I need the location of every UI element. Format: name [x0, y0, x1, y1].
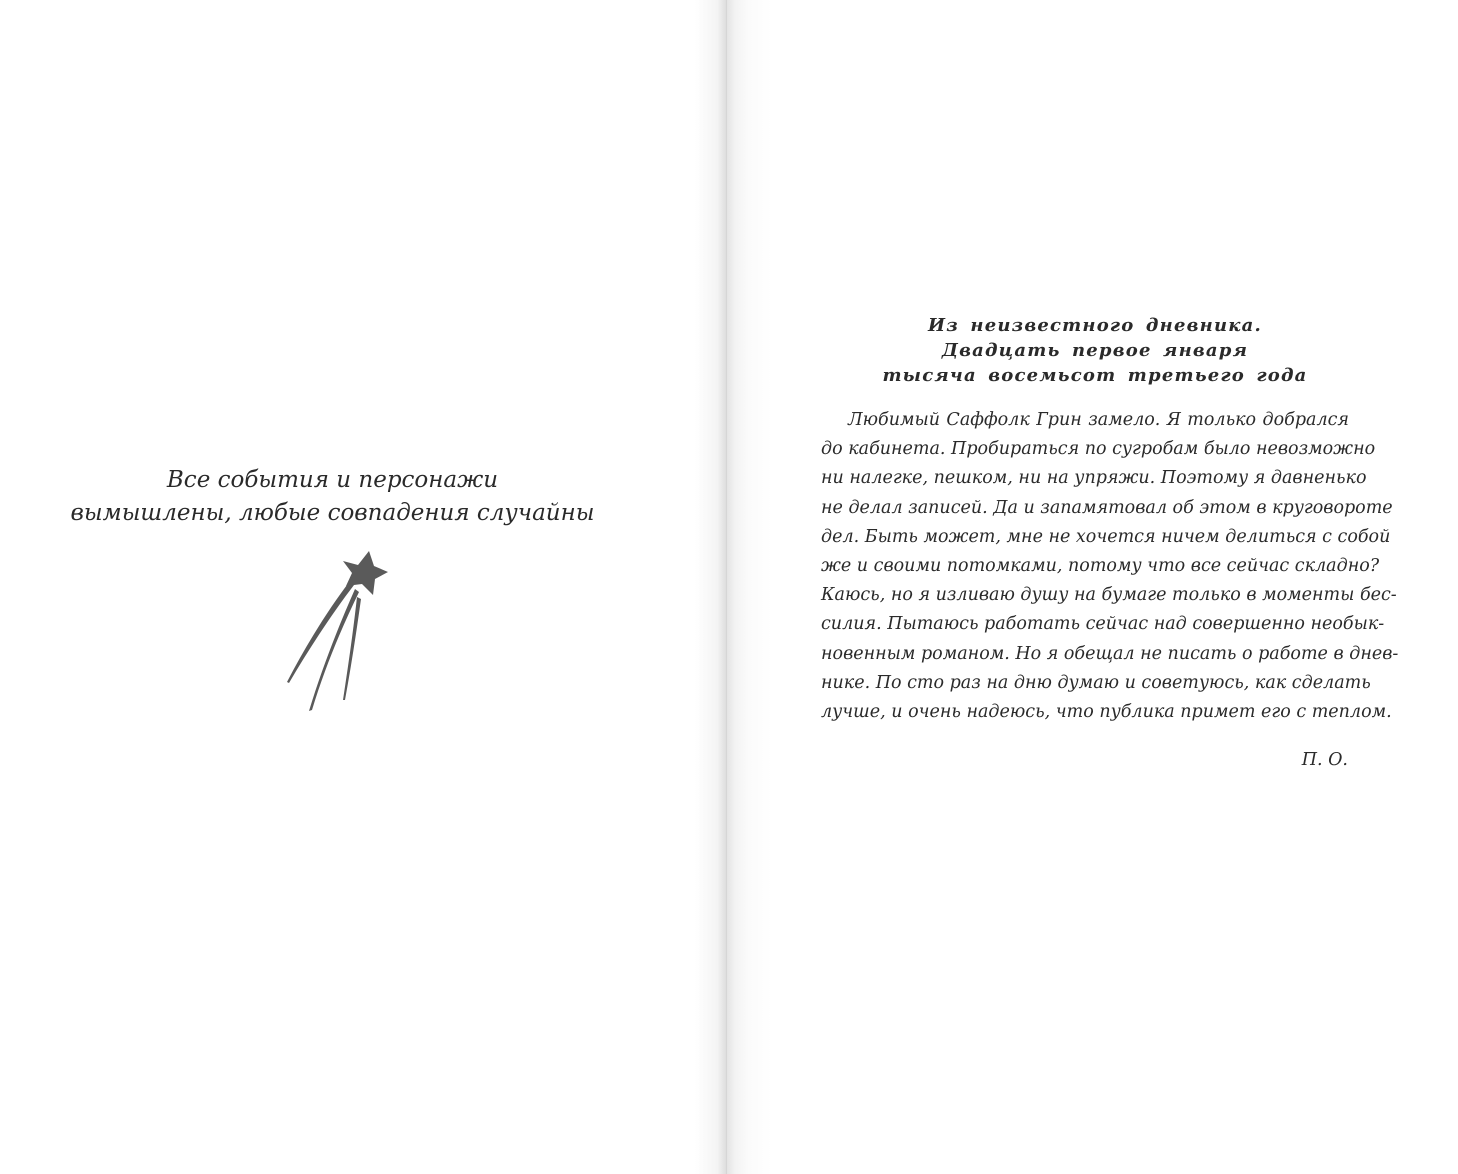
text-line: лучше, и очень надеюсь, что публика примет его с теплом. [821, 702, 1392, 723]
gutter-shadow [695, 0, 727, 1174]
text-line: ни налегке, пешком, ни на упряжи. Поэтому я давненько [821, 468, 1367, 489]
text-line: до кабинета. Пробираться по сугробам было невозможно [821, 439, 1376, 460]
diary-entry-text [821, 406, 1399, 727]
disclaimer-line-1: Все события и персонажи [166, 467, 499, 493]
heading-line-2: Двадцать первое января [941, 340, 1249, 361]
author-signature: П. О. [1301, 750, 1348, 770]
gutter-line [726, 0, 727, 1174]
diary-heading [840, 313, 1350, 388]
left-page [0, 0, 727, 1174]
heading-line-1: Из неизвестного дневника. [928, 315, 1262, 336]
text-line: Любимый Саффолк Грин замело. Я только добрался [848, 410, 1349, 430]
shooting-star-icon [278, 545, 398, 715]
disclaimer-text [60, 464, 605, 530]
text-line: не делал записей. Да и запамятовал об этом в круговороте [821, 497, 1393, 518]
text-line: дел. Быть может, мне не хочется ничем делиться с собой [821, 526, 1391, 547]
disclaimer-line-2: вымышлены, любые совпадения случайны [70, 500, 595, 526]
text-line: силия. Пытаюсь работать сейчас над совершенно необык- [821, 614, 1385, 635]
text-line: же и своими потомками, потому что все сейчас складно? [821, 556, 1380, 577]
text-line: Каюсь, но я изливаю душу на бумаге только в моменты бес- [821, 585, 1397, 606]
text-line: нике. По сто раз на дню думаю и советуюсь, как сделать [821, 672, 1371, 693]
text-line: новенным романом. Но я обещал не писать о работе в днев- [821, 643, 1399, 664]
star-trail-outer [287, 581, 354, 683]
heading-line-3: тысяча восемьсот третьего года [882, 365, 1308, 386]
